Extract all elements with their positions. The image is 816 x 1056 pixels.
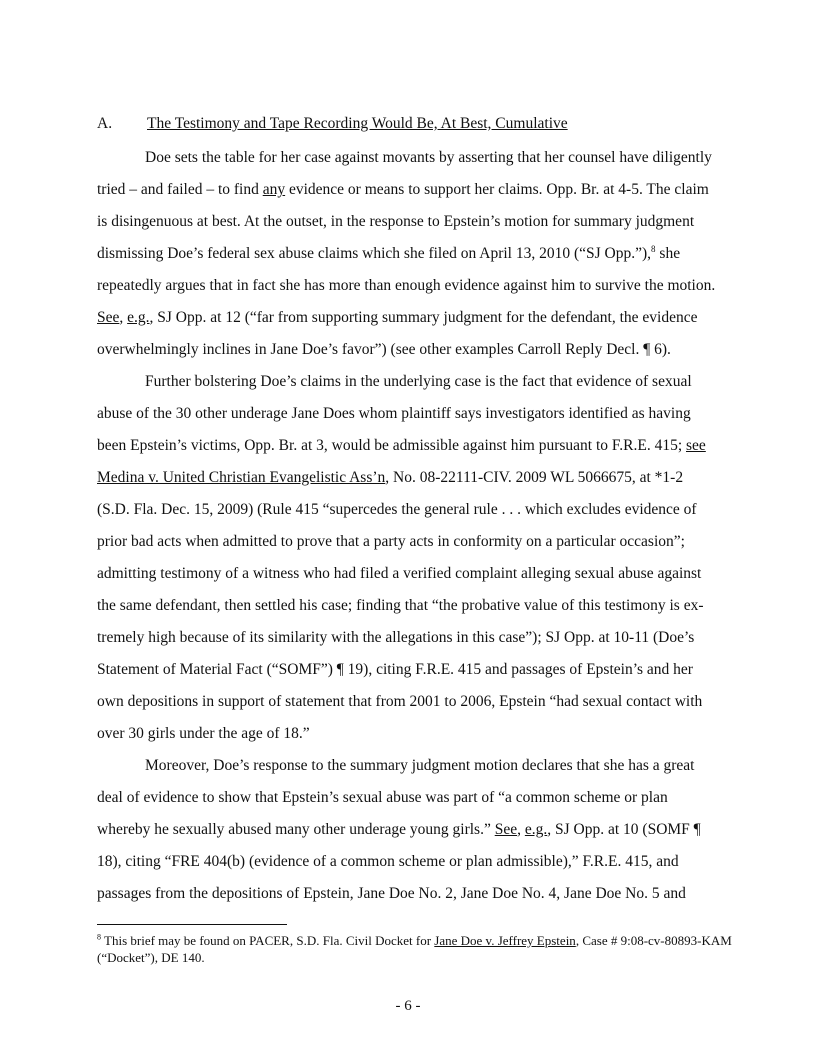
footnote-8: $^8$ This brief may be found on PACER, S.D. Fla. Civil Docket for Jane Doe v. Jeffrey Epstein, Case # 9:08-cv-80893-KAM (“Docket”), DE 140.	[97, 932, 732, 965]
text-line: tried – and failed – to find any evidence or means to support her claims. Opp. Br. at 4-5. The claim	[97, 181, 709, 198]
citation-signal: e.g.	[524, 821, 548, 838]
citation-signal: see	[686, 437, 706, 454]
text-line: whereby he sexually abused many other underage young girls.” See, e.g., SJ Opp. at 10 (SOMF ¶	[97, 821, 701, 838]
text-line: admitting testimony of a witness who had filed a verified complaint alleging sexual abuse against	[97, 565, 702, 582]
text-line: own depositions in support of statement that from 2001 to 2006, Epstein “had sexual contact with	[97, 693, 703, 710]
text-line: over 30 girls under the age of 18.”	[97, 725, 310, 742]
text-line: repeatedly argues that in fact she has more than enough evidence against him to survive the motion.	[97, 277, 716, 294]
section-title: The Testimony and Tape Recording Would Be, At Best, Cumulative	[147, 115, 568, 132]
footnote-divider	[97, 924, 287, 925]
text-line: Medina v. United Christian Evangelistic Ass’n, No. 08-22111-CIV. 2009 WL 5066675, at *1-2	[97, 469, 684, 486]
text-line: (S.D. Fla. Dec. 15, 2009) (Rule 415 “supercedes the general rule . . . which excludes evidence of	[97, 501, 697, 518]
text-line: Further bolstering Doe’s claims in the underlying case is the fact that evidence of sexual	[145, 373, 692, 390]
case-name: Jane Doe v. Jeffrey Epstein	[434, 933, 576, 948]
text-line: been Epstein’s victims, Opp. Br. at 3, would be admissible against him pursuant to F.R.E. 415; see	[97, 437, 706, 454]
page-number: - 6 -	[395, 998, 421, 1014]
citation-signal: See	[494, 821, 518, 838]
text-line: dismissing Doe’s federal sex abuse claims which she filed on April 13, 2010 (“SJ Opp.”),$^8$ she	[97, 243, 681, 262]
text-line: deal of evidence to show that Epstein’s sexual abuse was part of “a common scheme or plan	[97, 789, 668, 806]
text-line: Statement of Material Fact (“SOMF”) ¶ 19), citing F.R.E. 415 and passages of Epstein’s and her	[97, 661, 693, 678]
text-line: Moreover, Doe’s response to the summary judgment motion declares that she has a great	[145, 757, 695, 774]
section-letter: A.	[97, 115, 113, 132]
text-line: is disingenuous at best. At the outset, in the response to Epstein’s motion for summary judgment	[97, 213, 695, 230]
text-line: 18), citing “FRE 404(b) (evidence of a common scheme or plan admissible),” F.R.E. 415, and	[97, 853, 679, 870]
text-line: the same defendant, then settled his case; finding that “the probative value of this testimony is ex-	[97, 597, 704, 614]
text-line: tremely high because of its similarity with the allegations in this case”); SJ Opp. at 10-11 (Doe’s	[97, 629, 695, 646]
footnote-ref-8: 8	[651, 243, 656, 254]
section-heading	[97, 114, 568, 134]
text-line: abuse of the 30 other underage Jane Does whom plaintiff says investigators identified as having	[97, 405, 691, 422]
citation-signal: e.g.	[127, 309, 150, 326]
footnote-number: 8	[97, 932, 101, 942]
text-line: overwhelmingly inclines in Jane Doe’s favor”) (see other examples Carroll Reply Decl. ¶ 6).	[97, 341, 671, 358]
case-name: Medina v. United Christian Evangelistic Ass’n	[97, 469, 386, 486]
text-line: prior bad acts when admitted to prove that a party acts in conformity on a particular occasion”;	[97, 533, 685, 550]
emphasis-any: any	[262, 181, 286, 198]
text-line: passages from the depositions of Epstein, Jane Doe No. 2, Jane Doe No. 4, Jane Doe No. 5 and	[97, 885, 686, 902]
citation-signal: See	[97, 309, 120, 326]
text-line: Doe sets the table for her case against movants by asserting that her counsel have diligently	[145, 149, 712, 166]
text-line: See, e.g., SJ Opp. at 12 (“far from supporting summary judgment for the defendant, the evidence	[97, 309, 698, 326]
